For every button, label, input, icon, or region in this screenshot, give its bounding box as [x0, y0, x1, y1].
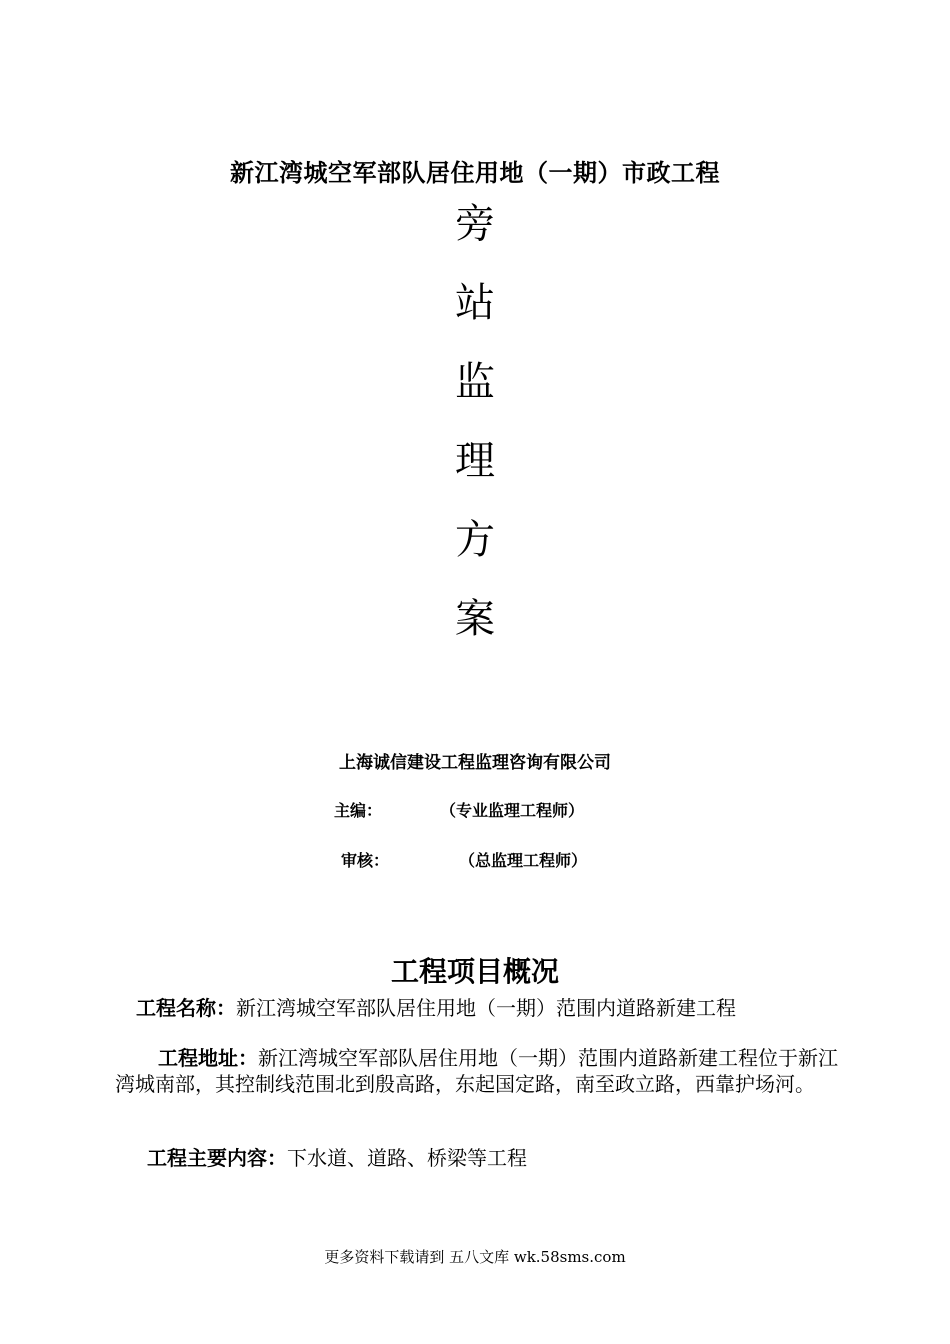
project-address-value: 新江湾城空军部队居住用地（一期）范围内道路新建工程位于新江湾城南部，其控制线范围北到殷高路，东起国定路，南至政立路，西靠护场河。: [115, 1046, 838, 1096]
vertical-title-char-4: 理: [455, 438, 495, 484]
vertical-title-char-6: 案: [455, 596, 495, 642]
project-name-paragraph: [136, 995, 856, 1021]
reviewer-value: （总监理工程师）: [459, 851, 588, 870]
reviewer-label: 审核：: [341, 851, 390, 870]
company-name: 上海诚信建设工程监理咨询有限公司: [339, 753, 611, 773]
overview-section-title: 工程项目概况: [390, 955, 559, 988]
vertical-title-char-1: 旁: [455, 201, 495, 247]
editor-label: 主编：: [334, 801, 383, 820]
project-content-value: 下水道、道路、桥梁等工程: [287, 1146, 527, 1170]
project-address-paragraph: [115, 1045, 843, 1097]
vertical-title-char-2: 站: [455, 280, 495, 326]
project-address-label: 工程地址：: [158, 1046, 258, 1070]
editor-value: （专业监理工程师）: [440, 801, 585, 820]
project-header-title: 新江湾城空军部队居住用地（一期）市政工程: [230, 158, 720, 187]
project-content-paragraph: [147, 1145, 847, 1171]
project-content-label: 工程主要内容：: [147, 1146, 287, 1170]
vertical-title-char-5: 方: [455, 517, 495, 563]
project-name-label: 工程名称：: [136, 996, 236, 1020]
vertical-title-char-3: 监: [455, 359, 495, 405]
footer-download-note: 更多资料下载请到 五八文库 wk.58sms.com: [324, 1248, 626, 1266]
project-name-value: 新江湾城空军部队居住用地（一期）范围内道路新建工程: [236, 996, 736, 1020]
